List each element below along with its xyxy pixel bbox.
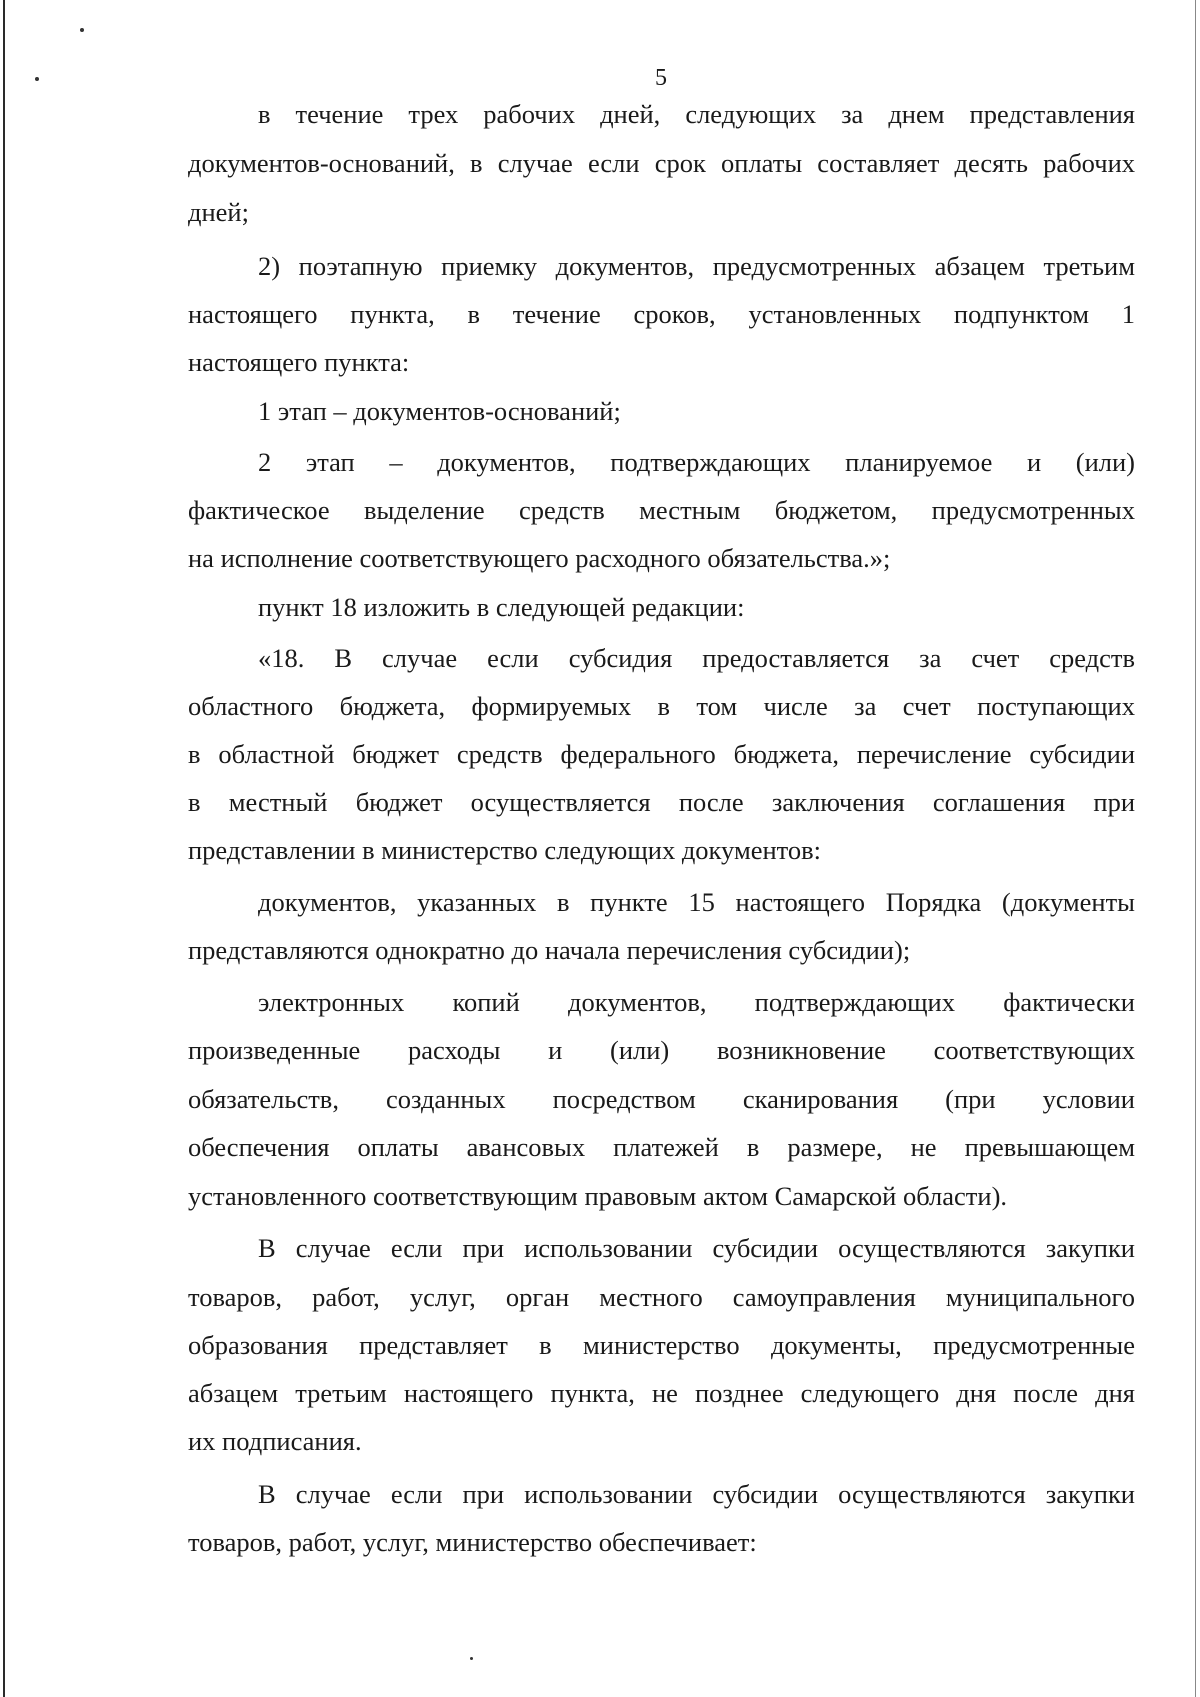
text-line: обеспечения оплаты авансовых платежей в размере, не превышающем <box>188 1132 1135 1162</box>
text-line: 1 этап – документов-оснований; <box>258 396 621 426</box>
text-line: в течение трех рабочих дней, следующих за днем представления <box>258 99 1135 129</box>
text-line: товаров, работ, услуг, орган местного самоуправления муниципального <box>188 1282 1135 1312</box>
text-line: «18. В случае если субсидия предоставляется за счет средств <box>258 643 1135 673</box>
text-line: областного бюджета, формируемых в том числе за счет поступающих <box>188 691 1135 721</box>
page-number: 5 <box>655 65 667 91</box>
text-line: фактическое выделение средств местным бюджетом, предусмотренных <box>188 495 1135 525</box>
text-line: представляются однократно до начала перечисления субсидии); <box>188 935 911 965</box>
text-line: представлении в министерство следующих документов: <box>188 835 822 865</box>
text-line: в местный бюджет осуществляется после заключения соглашения при <box>188 787 1135 817</box>
scan-right-edge <box>1195 0 1196 1697</box>
text-line: документов, указанных в пункте 15 настоящего Порядка (документы <box>258 887 1135 917</box>
scan-speck <box>470 1657 473 1660</box>
text-line: обязательств, созданных посредством сканирования (при условии <box>188 1084 1135 1114</box>
text-line: настоящего пункта: <box>188 347 410 377</box>
text-line: в областной бюджет средств федерального бюджета, перечисление субсидии <box>188 739 1135 769</box>
text-line: настоящего пункта, в течение сроков, установленных подпунктом 1 <box>188 299 1135 329</box>
scan-left-edge <box>3 0 5 1697</box>
text-line: установленного соответствующим правовым актом Самарской области). <box>188 1181 1008 1211</box>
text-line: их подписания. <box>188 1426 362 1456</box>
text-line: абзацем третьим настоящего пункта, не позднее следующего дня после дня <box>188 1378 1135 1408</box>
text-line: произведенные расходы и (или) возникновение соответствующих <box>188 1035 1135 1065</box>
text-line: пункт 18 изложить в следующей редакции: <box>258 592 745 622</box>
text-line: 2 этап – документов, подтверждающих планируемое и (или) <box>258 447 1135 477</box>
text-line: документов-оснований, в случае если срок оплаты составляет десять рабочих <box>188 148 1135 178</box>
text-line: образования представляет в министерство документы, предусмотренные <box>188 1330 1135 1360</box>
scan-speck <box>80 28 84 32</box>
text-line: на исполнение соответствующего расходного обязательства.»; <box>188 543 891 573</box>
text-line: электронных копий документов, подтверждающих фактически <box>258 987 1135 1017</box>
text-line: дней; <box>188 197 249 227</box>
text-line: В случае если при использовании субсидии осуществляются закупки <box>258 1233 1135 1263</box>
text-line: товаров, работ, услуг, министерство обеспечивает: <box>188 1527 757 1557</box>
text-line: 2) поэтапную приемку документов, предусмотренных абзацем третьим <box>258 251 1135 281</box>
text-line: В случае если при использовании субсидии осуществляются закупки <box>258 1479 1135 1509</box>
